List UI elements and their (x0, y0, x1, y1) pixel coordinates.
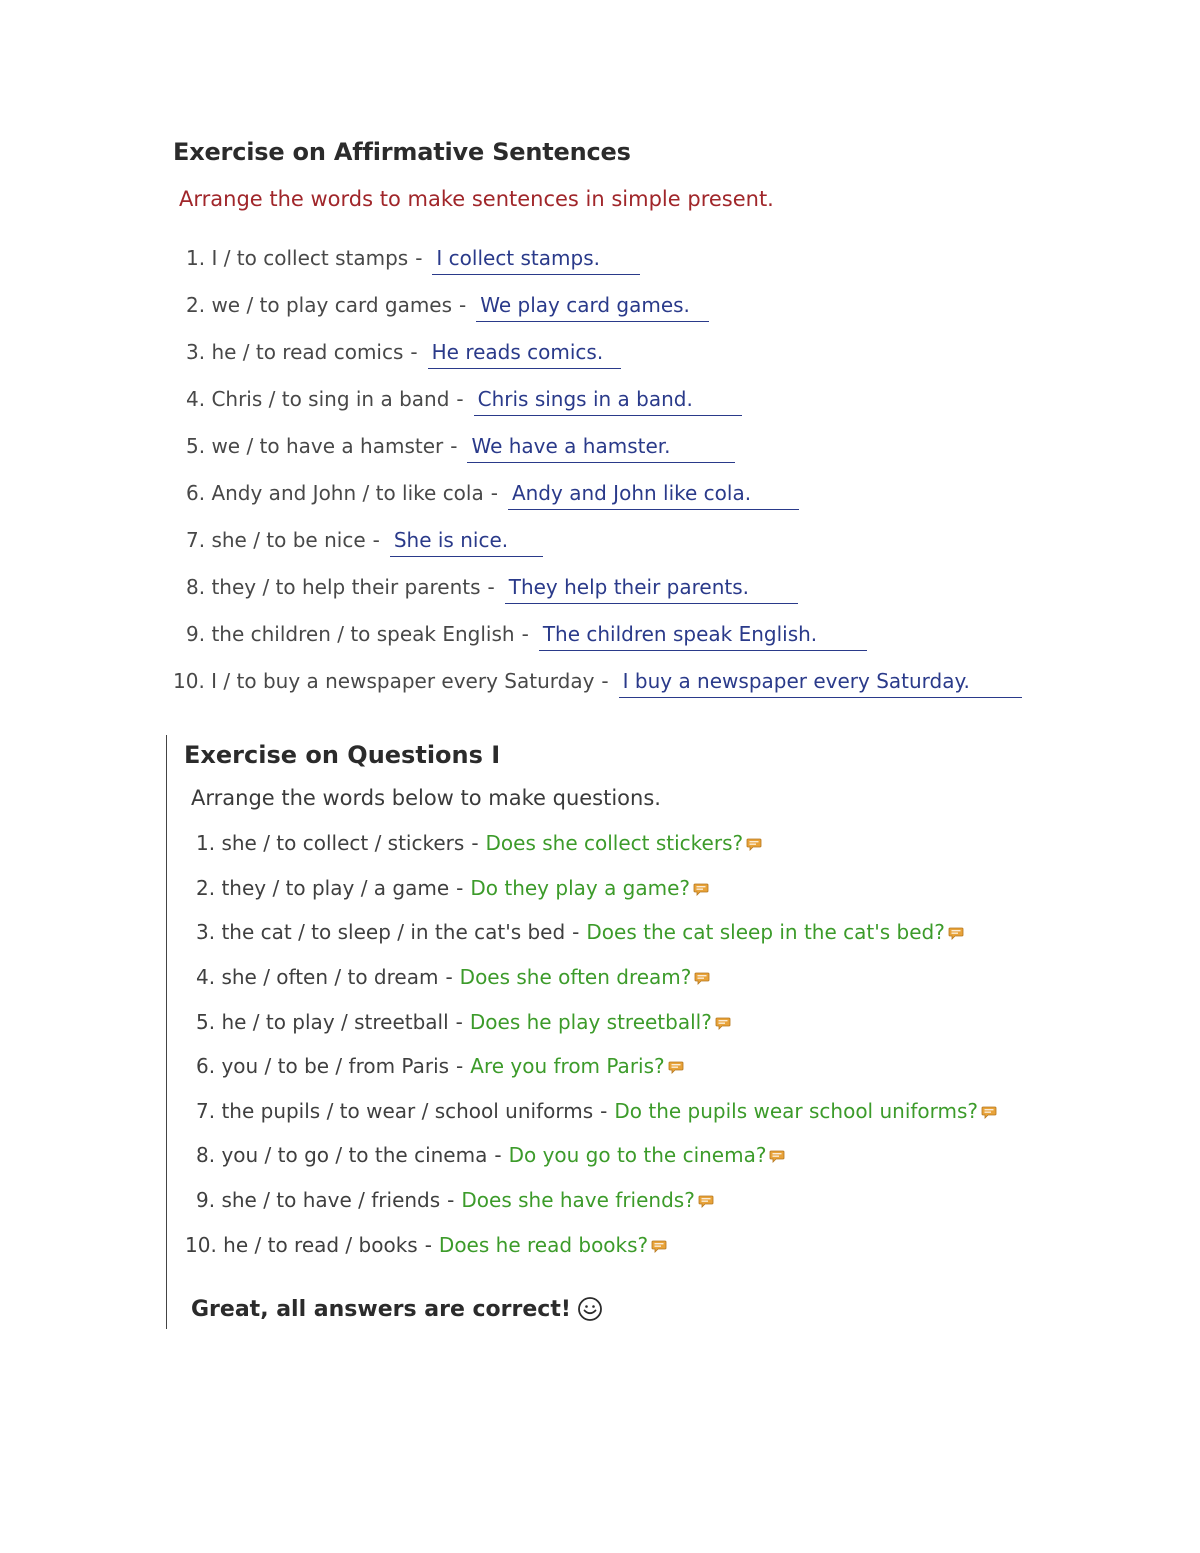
item-prompt: 1. I / to collect stamps (186, 246, 409, 270)
item-prompt: 2. we / to play card games (186, 293, 453, 317)
questions-instruction: Arrange the words below to make questions. (191, 786, 661, 810)
answer-field[interactable]: We play card games. (476, 293, 709, 322)
item-prompt: 1. she / to collect / stickers (196, 831, 465, 855)
answer-field[interactable]: He reads comics. (428, 340, 621, 369)
item-separator: - (410, 340, 418, 364)
item-separator: - (455, 1010, 463, 1034)
item-prompt: 8. you / to go / to the cinema (196, 1143, 488, 1167)
answer-text: Does the cat sleep in the cat's bed? (586, 920, 945, 944)
feedback-bubble-icon[interactable] (746, 838, 762, 852)
affirmative-section-title: Exercise on Affirmative Sentences (173, 138, 631, 166)
affirmative-item (186, 616, 867, 646)
question-item (196, 965, 710, 989)
question-item (196, 831, 762, 855)
item-separator: - (447, 1188, 455, 1212)
item-separator: - (600, 1099, 608, 1123)
affirmative-item (186, 428, 735, 458)
result-message (191, 1296, 603, 1322)
question-item (196, 1188, 714, 1212)
affirmative-item (186, 475, 799, 505)
affirmative-item (186, 334, 621, 364)
item-prompt: 8. they / to help their parents (186, 575, 481, 599)
answer-field[interactable]: She is nice. (390, 528, 543, 557)
item-prompt: 9. the children / to speak English (186, 622, 515, 646)
item-separator: - (456, 1054, 464, 1078)
feedback-bubble-icon[interactable] (715, 1017, 731, 1031)
feedback-bubble-icon[interactable] (693, 883, 709, 897)
answer-text: Do they play a game? (470, 876, 691, 900)
question-item (185, 1233, 667, 1257)
question-item (196, 920, 964, 944)
answer-text: Does she collect stickers? (485, 831, 744, 855)
item-prompt: 3. he / to read comics (186, 340, 404, 364)
item-prompt: 5. we / to have a hamster (186, 434, 444, 458)
item-separator: - (471, 831, 479, 855)
item-separator: - (456, 876, 464, 900)
answer-text: Do you go to the cinema? (508, 1143, 767, 1167)
item-separator: - (494, 1143, 502, 1167)
item-prompt: 5. he / to play / streetball (196, 1010, 449, 1034)
result-text: Great, all answers are correct! (191, 1296, 571, 1322)
answer-text: Does he play streetball? (469, 1010, 712, 1034)
item-prompt: 7. the pupils / to wear / school uniforms (196, 1099, 594, 1123)
question-item (196, 1099, 997, 1123)
answer-field[interactable]: Andy and John like cola. (508, 481, 799, 510)
feedback-bubble-icon[interactable] (981, 1106, 997, 1120)
question-item (196, 1143, 785, 1167)
answer-field[interactable]: Chris sings in a band. (474, 387, 742, 416)
affirmative-item (186, 381, 742, 411)
item-separator: - (601, 669, 609, 693)
affirmative-item (186, 522, 543, 552)
item-prompt: 3. the cat / to sleep / in the cat's bed (196, 920, 566, 944)
item-prompt: 7. she / to be nice (186, 528, 366, 552)
feedback-bubble-icon[interactable] (948, 927, 964, 941)
item-prompt: 4. she / often / to dream (196, 965, 439, 989)
section-divider-bar (166, 735, 167, 1329)
affirmative-item (186, 240, 640, 270)
feedback-bubble-icon[interactable] (668, 1061, 684, 1075)
answer-text: Does she have friends? (461, 1188, 695, 1212)
item-separator: - (487, 575, 495, 599)
item-prompt: 4. Chris / to sing in a band (186, 387, 450, 411)
answer-text: Does he read books? (438, 1233, 649, 1257)
item-prompt: 10. he / to read / books (185, 1233, 418, 1257)
item-separator: - (572, 920, 580, 944)
item-prompt: 6. you / to be / from Paris (196, 1054, 450, 1078)
question-item (196, 1010, 731, 1034)
item-separator: - (521, 622, 529, 646)
affirmative-item (173, 663, 1022, 693)
item-prompt: 6. Andy and John / to like cola (186, 481, 484, 505)
item-prompt: 10. I / to buy a newspaper every Saturday (173, 669, 595, 693)
affirmative-item (186, 569, 798, 599)
answer-text: Do the pupils wear school uniforms? (614, 1099, 979, 1123)
answer-field[interactable]: I collect stamps. (432, 246, 640, 275)
item-separator: - (424, 1233, 432, 1257)
feedback-bubble-icon[interactable] (769, 1150, 785, 1164)
answer-field[interactable]: We have a hamster. (467, 434, 735, 463)
answer-field[interactable]: The children speak English. (539, 622, 867, 651)
smiley-icon (577, 1296, 603, 1322)
question-item (196, 1054, 684, 1078)
affirmative-instruction: Arrange the words to make sentences in simple present. (179, 187, 774, 211)
feedback-bubble-icon[interactable] (694, 972, 710, 986)
feedback-bubble-icon[interactable] (698, 1195, 714, 1209)
questions-section-title: Exercise on Questions I (184, 741, 501, 769)
answer-field[interactable]: I buy a newspaper every Saturday. (619, 669, 1022, 698)
feedback-bubble-icon[interactable] (651, 1240, 667, 1254)
item-prompt: 2. they / to play / a game (196, 876, 450, 900)
answer-field[interactable]: They help their parents. (505, 575, 798, 604)
answer-text: Are you from Paris? (470, 1054, 665, 1078)
item-separator: - (490, 481, 498, 505)
item-separator: - (445, 965, 453, 989)
affirmative-item (186, 287, 709, 317)
item-separator: - (459, 293, 467, 317)
item-separator: - (450, 434, 458, 458)
item-prompt: 9. she / to have / friends (196, 1188, 441, 1212)
item-separator: - (372, 528, 380, 552)
answer-text: Does she often dream? (459, 965, 692, 989)
item-separator: - (415, 246, 423, 270)
item-separator: - (456, 387, 464, 411)
question-item (196, 876, 709, 900)
